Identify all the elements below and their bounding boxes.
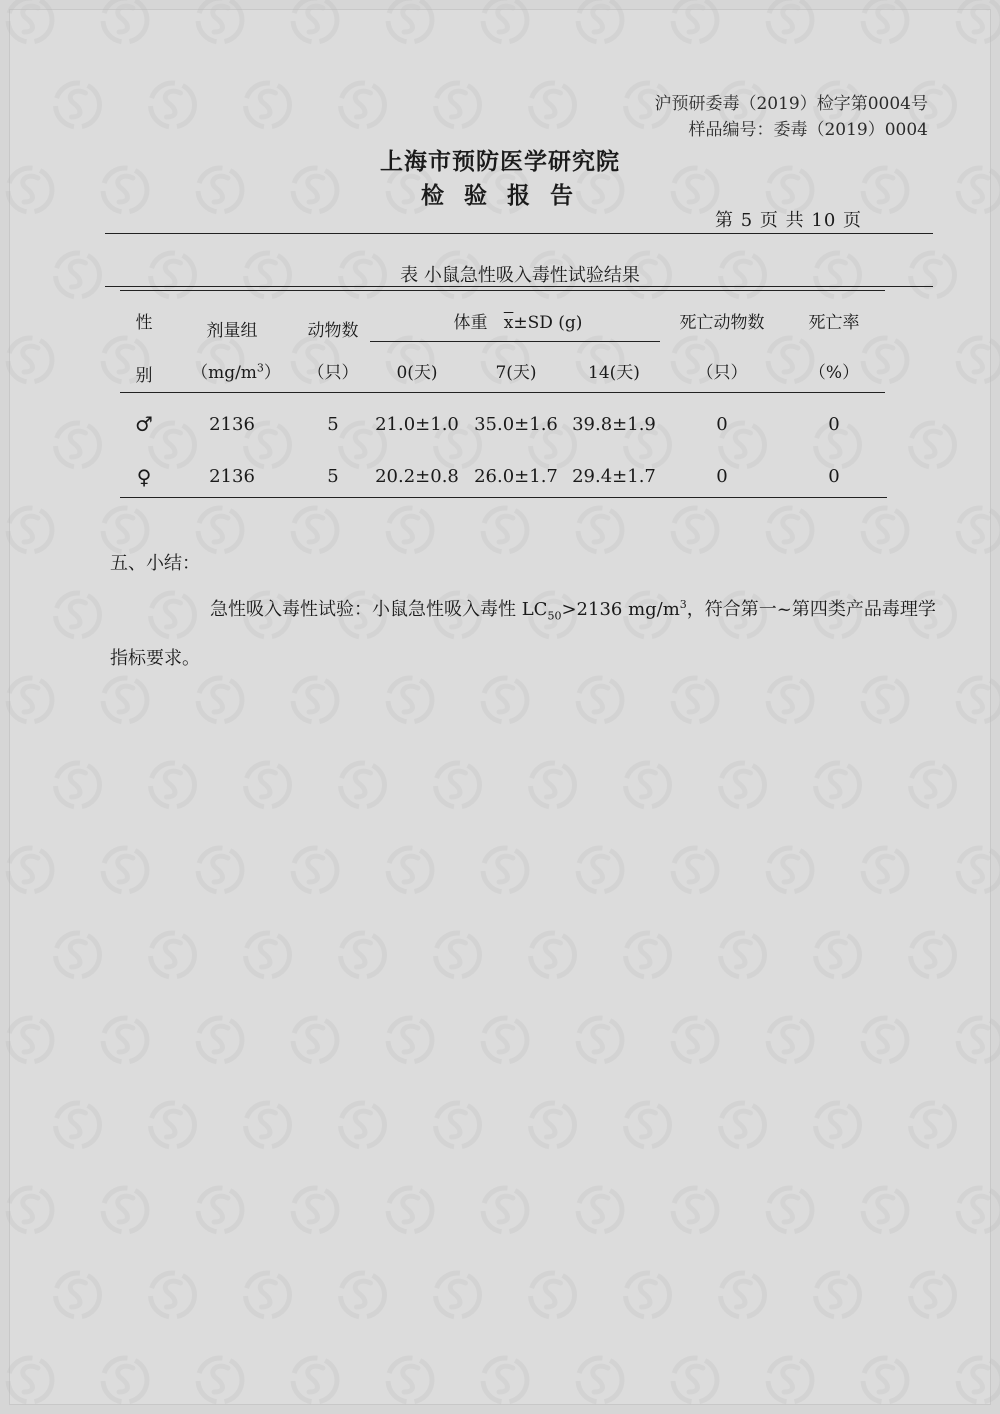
cell-weight-day7: 26.0±1.7 — [474, 466, 558, 487]
header-dose: 剂量组 — [206, 321, 258, 341]
cell-dose: 2136 — [209, 466, 255, 487]
header-dose-unit: $(mg/m^3)$ — [191, 361, 281, 383]
header-day-7: 7(天) — [495, 363, 537, 383]
cell-animals: 5 — [327, 414, 339, 435]
weight-group-rule — [370, 341, 660, 342]
cell-weight-day14: 29.4±1.7 — [572, 466, 656, 487]
cell-dose: 2136 — [209, 414, 255, 435]
summary-paragraph: 急性吸入毒性试验：小鼠急性吸入毒性 $LC_{50}>2136$ $mg/m^3$，符合第一~第四类产品毒理学指标要求。 — [110, 598, 936, 669]
page-number: 第 5 页 共 10 页 — [715, 210, 862, 231]
header-sex-bottom: 别 — [135, 366, 153, 386]
header-mortality: 死亡率 — [808, 313, 860, 333]
report-title: 检 验 报 告 — [420, 183, 580, 209]
cell-weight-day0: 20.2±0.8 — [375, 466, 459, 487]
table-caption: 表 小鼠急性吸入毒性试验结果 — [400, 265, 640, 286]
sample-number: 样品编号：委毒（2019）0004 — [688, 120, 928, 140]
header-day-0: 0(天) — [396, 363, 438, 383]
cell-sex: ♂ — [135, 412, 153, 436]
header-deaths-unit: （只） — [696, 363, 748, 383]
cell-mortality: 0 — [828, 466, 840, 487]
header-animals: 动物数 — [307, 321, 359, 341]
cell-weight-day0: 21.0±1.0 — [375, 414, 459, 435]
header-divider — [105, 233, 933, 234]
summary-heading: 五、小结： — [110, 553, 200, 574]
cell-sex: ♀ — [136, 465, 152, 489]
header-deaths: 死亡动物数 — [679, 313, 765, 333]
header-body-weight: 体重 $\overline{x}\pm SD$ (g) — [453, 313, 583, 333]
cell-weight-day14: 39.8±1.9 — [572, 414, 656, 435]
header-mortality-unit: （%） — [808, 363, 860, 383]
table-header-rule — [120, 392, 885, 393]
header-animals-unit: （只） — [307, 363, 359, 383]
cell-weight-day7: 35.0±1.6 — [474, 414, 558, 435]
cell-deaths: 0 — [716, 414, 728, 435]
table-top-rule-inner — [120, 290, 885, 291]
header-day-14: 14(天) — [588, 363, 640, 383]
document-reference-number: 沪预研委毒（2019）检字第0004号 — [654, 94, 928, 114]
table-top-rule — [105, 286, 933, 287]
cell-animals: 5 — [327, 466, 339, 487]
institute-title: 上海市预防医学研究院 — [380, 149, 620, 175]
cell-mortality: 0 — [828, 414, 840, 435]
cell-deaths: 0 — [716, 466, 728, 487]
table-bottom-rule — [120, 497, 887, 498]
header-sex-top: 性 — [135, 313, 153, 333]
